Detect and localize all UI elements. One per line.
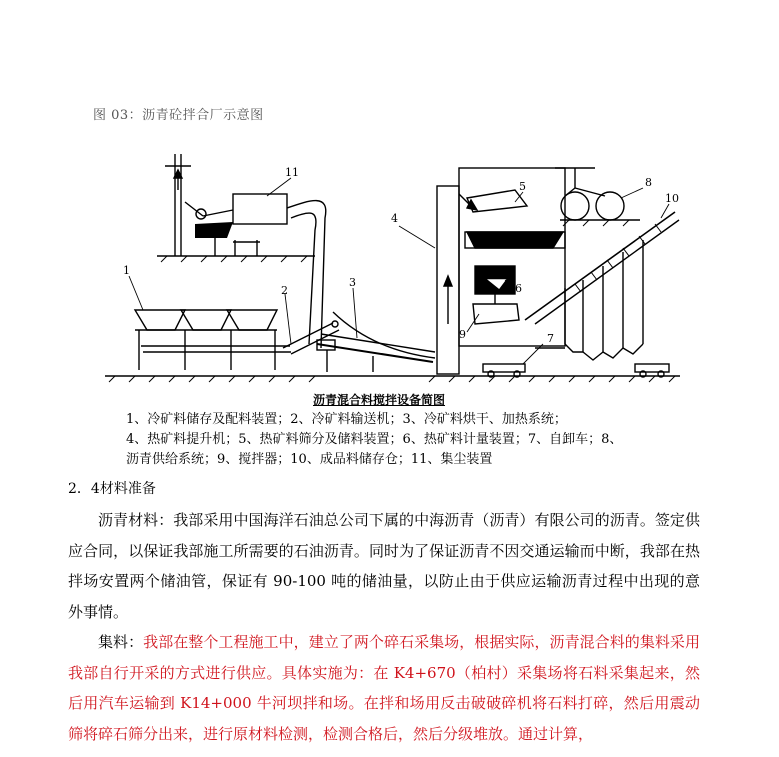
asphalt-paragraph: 沥青材料：我部采用中国海洋石油总公司下属的中海沥青（沥青）有限公司的沥青。签定供应合同，以保证我部施工所需要的石油沥青。同时为了保证沥青不因交通运输而中断，我部在热拌场安置两个储油管，保证有 90-100 吨的储油量，以防止由于供应运输沥青过程中出现的意外事情。 [68, 511, 700, 621]
dust-collector-box [233, 194, 287, 224]
legend-line: 1、冷矿料储存及配料装置；2、冷矿料输送机；3、冷矿料烘干、加热系统； [126, 412, 567, 427]
callout-8: 8 [645, 176, 652, 189]
diagram-title: 沥青混合料搅拌设备简图 [313, 393, 446, 407]
callout-5: 5 [519, 180, 526, 193]
diagram-legend [126, 410, 686, 470]
figure-caption: 图 03：沥青砼拌合厂示意图 [93, 108, 264, 123]
aggregate-lead: 集料： [98, 633, 144, 651]
callout-4: 4 [391, 212, 398, 225]
cold-feed-bins [135, 310, 291, 370]
callout-11: 11 [285, 166, 299, 179]
callout-7: 7 [547, 332, 554, 345]
callout-6: 6 [515, 282, 522, 295]
callout-2: 2 [281, 284, 288, 297]
aggregate-body: 我部在整个工程施工中，建立了两个碎石采集场，根据实际，沥青混合料的集料采用我部自行开采的方式进行供应。具体实施为：在 K4+670（柏村）采集场将石料采集起来，然后用汽车运输到 K14+000 牛河坝拌和场。在拌和场用反击破破碎机将石料打碎，然后用震动筛将碎石筛分出来，进行原材料检测，检测合格后，然后分级堆放。通过计算， [68, 633, 700, 743]
aggregate-paragraph [68, 627, 700, 749]
callout-3: 3 [349, 276, 356, 289]
callout-1: 1 [123, 264, 130, 277]
callout-10: 10 [665, 192, 679, 205]
callout-9: 9 [459, 328, 466, 341]
asphalt-plant-diagram [95, 148, 695, 410]
section-heading: 2．4材料准备 [68, 481, 156, 497]
legend-line: 沥青供给系统；9、搅拌器；10、成品料储存仓；11、集尘装置 [126, 452, 493, 467]
legend-line: 4、热矿料提升机；5、热矿料筛分及储料装置；6、热矿料计量装置；7、自卸车；8、 [126, 432, 623, 447]
